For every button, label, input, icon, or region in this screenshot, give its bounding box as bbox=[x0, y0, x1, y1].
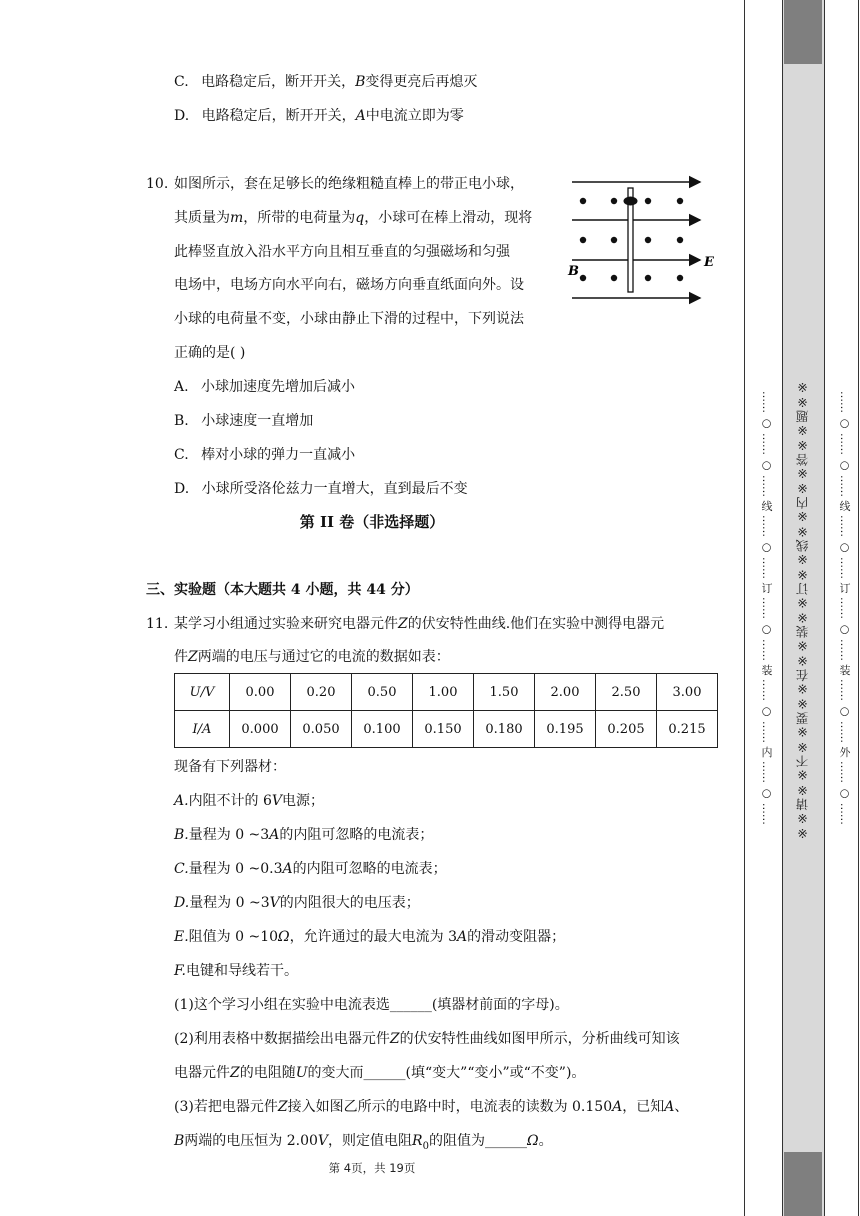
text: 的内阻可忽略的电流表； bbox=[279, 827, 434, 843]
text: 电器元件 bbox=[174, 1065, 230, 1081]
uv-data-table bbox=[174, 673, 718, 748]
option-text: 棒对小球的弹力一直减小 bbox=[201, 447, 356, 463]
q10-stem-line5: 小球的电荷量不变，小球由静止下滑的过程中，下列说法 bbox=[174, 311, 524, 327]
unit: A bbox=[269, 827, 280, 843]
text: 三、实验题（本大题共 bbox=[146, 582, 291, 598]
divider-line bbox=[824, 0, 825, 1216]
section3-title bbox=[146, 580, 419, 600]
table-cell: 0.20 bbox=[291, 674, 352, 711]
q10-field-figure bbox=[566, 172, 716, 308]
var-a: A bbox=[355, 108, 366, 124]
option-text: 电路稳定后，断开开关， bbox=[201, 108, 356, 124]
var-b: B bbox=[355, 74, 366, 90]
text: 。 bbox=[538, 1133, 553, 1149]
text: 的阻值为______ bbox=[428, 1133, 527, 1149]
unit: A bbox=[457, 929, 468, 945]
option-text: 电路稳定后，断开开关， bbox=[201, 74, 356, 90]
option-label: D. bbox=[174, 108, 190, 124]
text: 件 bbox=[174, 649, 188, 665]
option-label: B. bbox=[174, 413, 189, 429]
option-text: 变得更亮后再熄灭 bbox=[365, 74, 478, 90]
q10-stem-line3: 此棒竖直放入沿水平方向且相互垂直的匀强磁场和匀强 bbox=[174, 244, 510, 260]
table-cell: 2.00 bbox=[535, 674, 596, 711]
binding-strip-outer: …… ○ …… ○ …… 线 …… ○ …… 订 …… ○ …… 装 …… ○ …… 外 …… ○ …… bbox=[838, 391, 851, 825]
table-cell: 1.00 bbox=[413, 674, 474, 711]
text: 内阻不计的 6 bbox=[188, 793, 272, 809]
text: 电键和导线若干。 bbox=[185, 963, 298, 979]
text: 两端的电压恒为 2.00 bbox=[184, 1133, 318, 1149]
equipment-d bbox=[174, 893, 420, 913]
table-header-i: I/A bbox=[175, 711, 230, 748]
unit: Ω bbox=[526, 1133, 539, 1149]
text: 的变大而______(填“变大”“变小”或“不变”)。 bbox=[307, 1065, 586, 1081]
text: 分） bbox=[385, 582, 419, 598]
table-cell: 0.50 bbox=[352, 674, 413, 711]
text: ，允许通过的最大电流为 3 bbox=[289, 929, 457, 945]
equip-label: C. bbox=[174, 861, 189, 877]
equipment-c bbox=[174, 859, 447, 879]
var-z: Z bbox=[389, 1031, 400, 1047]
text: 的伏安特性曲线如图甲所示，分析曲线可知该 bbox=[399, 1031, 680, 1047]
var-z: Z bbox=[398, 616, 408, 632]
option-text: 小球所受洛伦兹力一直增大，直到最后不变 bbox=[201, 481, 468, 497]
table-cell: 0.000 bbox=[230, 711, 291, 748]
table-cell: 1.50 bbox=[474, 674, 535, 711]
var-z: Z bbox=[277, 1099, 288, 1115]
q9-option-c bbox=[174, 72, 477, 92]
q10-number: 10. bbox=[146, 176, 169, 192]
q11-sub2-line2 bbox=[174, 1063, 585, 1083]
equip-label: B. bbox=[174, 827, 189, 843]
text: ，小球可在棒上滑动，现将 bbox=[364, 210, 533, 226]
q10-stem-line1: 如图所示，套在足够长的绝缘粗糙直棒上的带正电小球， bbox=[174, 176, 524, 192]
text: 量程为 0 ~0.3 bbox=[188, 861, 283, 877]
text: 的滑动变阻器； bbox=[467, 929, 566, 945]
var-a: A bbox=[664, 1099, 675, 1115]
var-z: Z bbox=[230, 1065, 240, 1081]
unit: Ω bbox=[278, 929, 290, 945]
table-row-current bbox=[175, 711, 718, 748]
q10-stem-line2 bbox=[174, 208, 532, 228]
var-b: B bbox=[174, 1133, 185, 1149]
text: 量程为 0 ~3 bbox=[188, 827, 270, 843]
part2-title: 第 II 卷（非选择题） bbox=[299, 513, 445, 531]
text: ，已知 bbox=[622, 1099, 665, 1115]
label-e: E bbox=[704, 255, 714, 270]
equip-label: F. bbox=[174, 963, 186, 979]
text: 的内阻可忽略的电流表； bbox=[292, 861, 447, 877]
question-count: 4 bbox=[290, 582, 301, 598]
table-cell: 0.215 bbox=[657, 711, 718, 748]
text: 阻值为 0 ~10 bbox=[188, 929, 279, 945]
charged-ball bbox=[624, 197, 638, 206]
text: (2)利用表格中数据描绘出电器元件 bbox=[174, 1031, 390, 1047]
text: 、 bbox=[674, 1099, 689, 1115]
equip-label: E. bbox=[174, 929, 189, 945]
q11-sub2 bbox=[174, 1029, 680, 1049]
option-text: 中电流立即为零 bbox=[365, 108, 464, 124]
table-header-u: U/V bbox=[175, 674, 230, 711]
option-label: D. bbox=[174, 481, 190, 497]
var-q: q bbox=[355, 210, 365, 226]
binding-warning: ※※请※※不※※要※※在※※装※※订※※线※※内※※答※※题※※ bbox=[795, 379, 810, 841]
table-cell: 0.050 bbox=[291, 711, 352, 748]
table-cell: 0.195 bbox=[535, 711, 596, 748]
label-b: B bbox=[568, 264, 579, 279]
text: 小题，共 bbox=[300, 582, 367, 598]
var-m: m bbox=[230, 210, 244, 226]
equipment-intro: 现备有下列器材： bbox=[174, 759, 286, 775]
q10-option-b bbox=[174, 411, 313, 431]
q10-option-a bbox=[174, 377, 355, 397]
gray-block-top bbox=[784, 0, 822, 64]
text: 某学习小组通过实验来研究电器元件 bbox=[174, 616, 398, 632]
var-r: R bbox=[412, 1133, 423, 1149]
points: 44 bbox=[366, 582, 386, 598]
table-cell: 0.100 bbox=[352, 711, 413, 748]
table-cell: 0.180 bbox=[474, 711, 535, 748]
option-label: C. bbox=[174, 74, 189, 90]
divider-line bbox=[782, 0, 783, 1216]
q11-stem-line2 bbox=[174, 647, 450, 667]
q10-option-c bbox=[174, 445, 355, 465]
equip-label: D. bbox=[174, 895, 190, 911]
q11-sub1: (1)这个学习小组在实验中电流表选______(填器材前面的字母)。 bbox=[174, 997, 569, 1013]
table-cell: 2.50 bbox=[596, 674, 657, 711]
q11-stem-line1 bbox=[174, 614, 664, 634]
q10-option-d bbox=[174, 479, 468, 499]
text: 的内阻很大的电压表； bbox=[279, 895, 420, 911]
table-cell: 0.150 bbox=[413, 711, 474, 748]
q11-sub3 bbox=[174, 1097, 688, 1117]
equipment-a bbox=[174, 791, 324, 811]
q11-number: 11. bbox=[146, 616, 169, 632]
var-z: Z bbox=[188, 649, 198, 665]
text: ，则定值电阻 bbox=[328, 1133, 413, 1149]
q10-stem-line4: 电场中，电场方向水平向右，磁场方向垂直纸面向外。设 bbox=[174, 277, 524, 293]
subscript: 0 bbox=[422, 1140, 429, 1152]
q11-sub3-line2 bbox=[174, 1131, 553, 1157]
text: 的伏安特性曲线.他们在实验中测得电器元 bbox=[407, 616, 665, 632]
binding-strip-inner: …… ○ …… ○ …… 线 …… ○ …… 订 …… ○ …… 装 …… ○ …… 内 …… ○ …… bbox=[760, 391, 773, 825]
text: 电源； bbox=[282, 793, 325, 809]
text: 接入如图乙所示的电路中时，电流表的读数为 0.150 bbox=[287, 1099, 613, 1115]
text: 的电阻随 bbox=[239, 1065, 296, 1081]
table-cell: 0.00 bbox=[230, 674, 291, 711]
table-row-voltage bbox=[175, 674, 718, 711]
table-cell: 3.00 bbox=[657, 674, 718, 711]
option-text: 小球速度一直增加 bbox=[201, 413, 314, 429]
equipment-b bbox=[174, 825, 433, 845]
unit: V bbox=[317, 1133, 329, 1149]
option-text: 小球加速度先增加后减小 bbox=[201, 379, 356, 395]
unit: V bbox=[271, 793, 283, 809]
text: 两端的电压与通过它的电流的数据如表： bbox=[197, 649, 450, 665]
equipment-f bbox=[174, 961, 298, 981]
text: 量程为 0 ~3 bbox=[189, 895, 270, 911]
equipment-e bbox=[174, 927, 565, 947]
text: 其质量为 bbox=[174, 210, 230, 226]
divider-line bbox=[744, 0, 745, 1216]
unit: V bbox=[269, 895, 280, 911]
gray-block-bottom bbox=[784, 1152, 822, 1216]
text: ，所带的电荷量为 bbox=[243, 210, 356, 226]
option-label: A. bbox=[174, 379, 189, 395]
table-cell: 0.205 bbox=[596, 711, 657, 748]
divider-line bbox=[858, 0, 859, 1216]
equip-label: A. bbox=[174, 793, 189, 809]
unit: A bbox=[612, 1099, 623, 1115]
option-label: C. bbox=[174, 447, 189, 463]
page-footer: 第 4页，共 19页 bbox=[328, 1161, 416, 1175]
q10-stem-line6: 正确的是( ) bbox=[174, 345, 246, 361]
text: (3)若把电器元件 bbox=[174, 1099, 278, 1115]
q9-option-d bbox=[174, 106, 464, 126]
unit: A bbox=[282, 861, 293, 877]
var-u: U bbox=[295, 1065, 308, 1081]
